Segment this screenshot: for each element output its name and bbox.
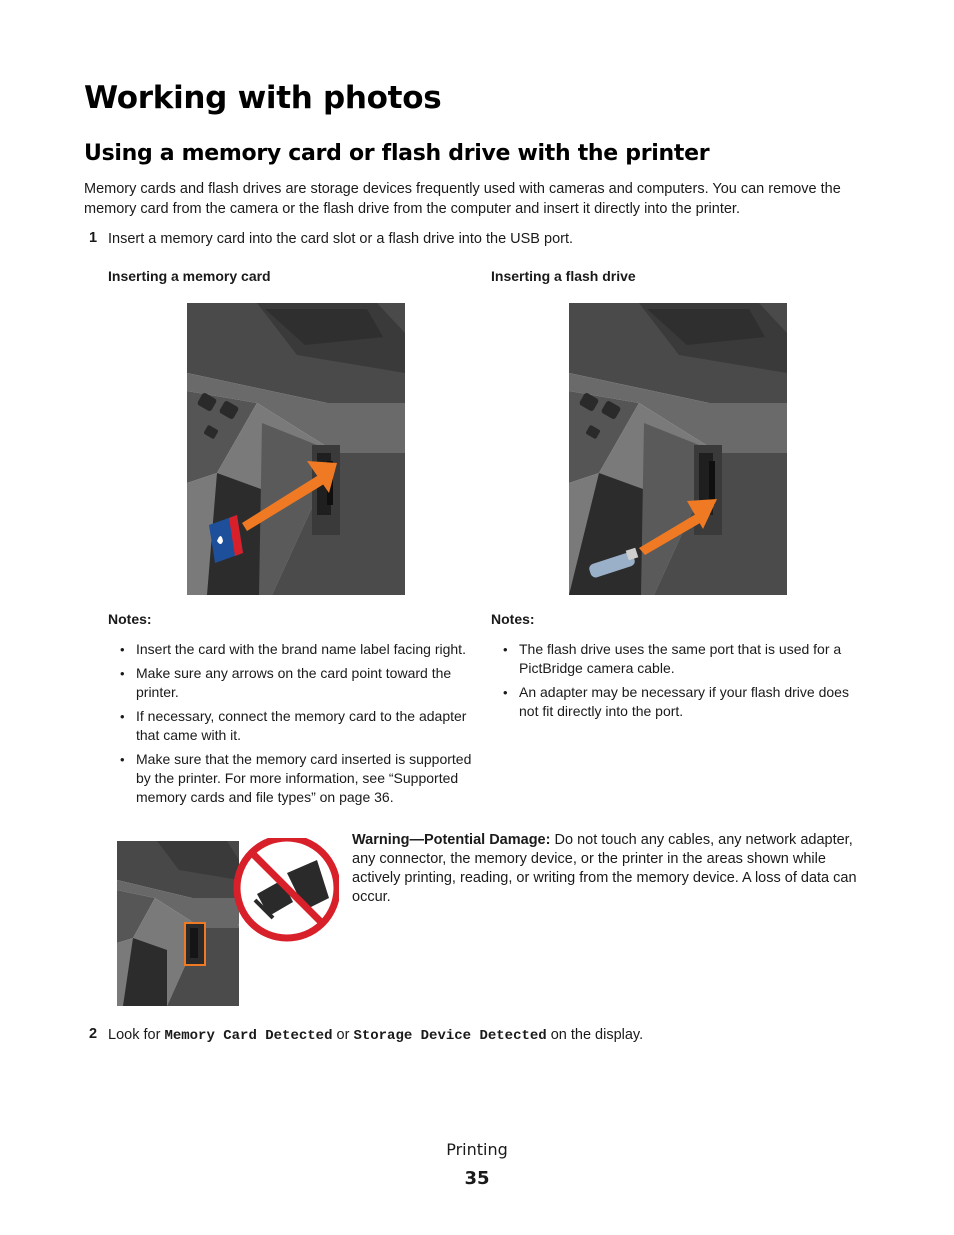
- flash-drive-caption: Inserting a flash drive: [491, 268, 636, 284]
- warning-text: Do not touch any cables, any network adapter, any connector, the memory device, or the printer in the areas shown while actively printing, reading, or writing from the memory device. A loss of data can occur.: [352, 832, 857, 905]
- flash-drive-notes-list: [491, 640, 869, 726]
- list-item: • An adapter may be necessary if your flash drive does not fit directly into the port.: [491, 683, 869, 721]
- step-2-suffix: on the display.: [550, 1027, 644, 1043]
- list-item: • Make sure that the memory card inserted is supported by the printer. For more information, see “Supported memory cards and file types” on page 36.: [108, 750, 486, 807]
- list-item: • Make sure any arrows on the card point toward the printer.: [108, 664, 486, 702]
- memory-card-detected-message: Memory Card Detected: [164, 1028, 333, 1044]
- flash-drive-illustration: [569, 303, 787, 595]
- warning-label: Warning—Potential Damage:: [352, 832, 551, 848]
- step-1-number: 1: [89, 230, 98, 246]
- list-item: • Insert the card with the brand name label facing right.: [108, 640, 486, 659]
- step-2-text: [108, 1026, 888, 1047]
- section-title: Using a memory card or flash drive with the printer: [84, 141, 710, 166]
- page-title: Working with photos: [84, 80, 442, 116]
- storage-device-detected-message: Storage Device Detected: [353, 1028, 547, 1044]
- footer-section-name: Printing: [446, 1140, 508, 1159]
- list-item: • If necessary, connect the memory card to the adapter that came with it.: [108, 707, 486, 745]
- memory-card-notes-label: Notes:: [108, 611, 152, 627]
- step-2-number: 2: [89, 1026, 98, 1042]
- warning-paragraph: [352, 831, 872, 907]
- page-number: 35: [464, 1168, 490, 1189]
- warning-illustration: [117, 838, 339, 1006]
- step-2-prefix: Look for: [108, 1027, 161, 1043]
- flash-drive-notes-label: Notes:: [491, 611, 535, 627]
- memory-card-caption: Inserting a memory card: [108, 268, 271, 284]
- intro-paragraph: Memory cards and flash drives are storage devices frequently used with cameras and computers. You can remove the memory card from the camera or the flash drive from the computer and insert it directly into the printer.: [84, 181, 841, 217]
- memory-card-notes-list: [108, 640, 486, 812]
- step-1-text: Insert a memory card into the card slot or a flash drive into the USB port.: [108, 231, 574, 247]
- step-2-middle: or: [336, 1027, 350, 1043]
- memory-card-illustration: [187, 303, 405, 595]
- list-item: • The flash drive uses the same port that is used for a PictBridge camera cable.: [491, 640, 869, 678]
